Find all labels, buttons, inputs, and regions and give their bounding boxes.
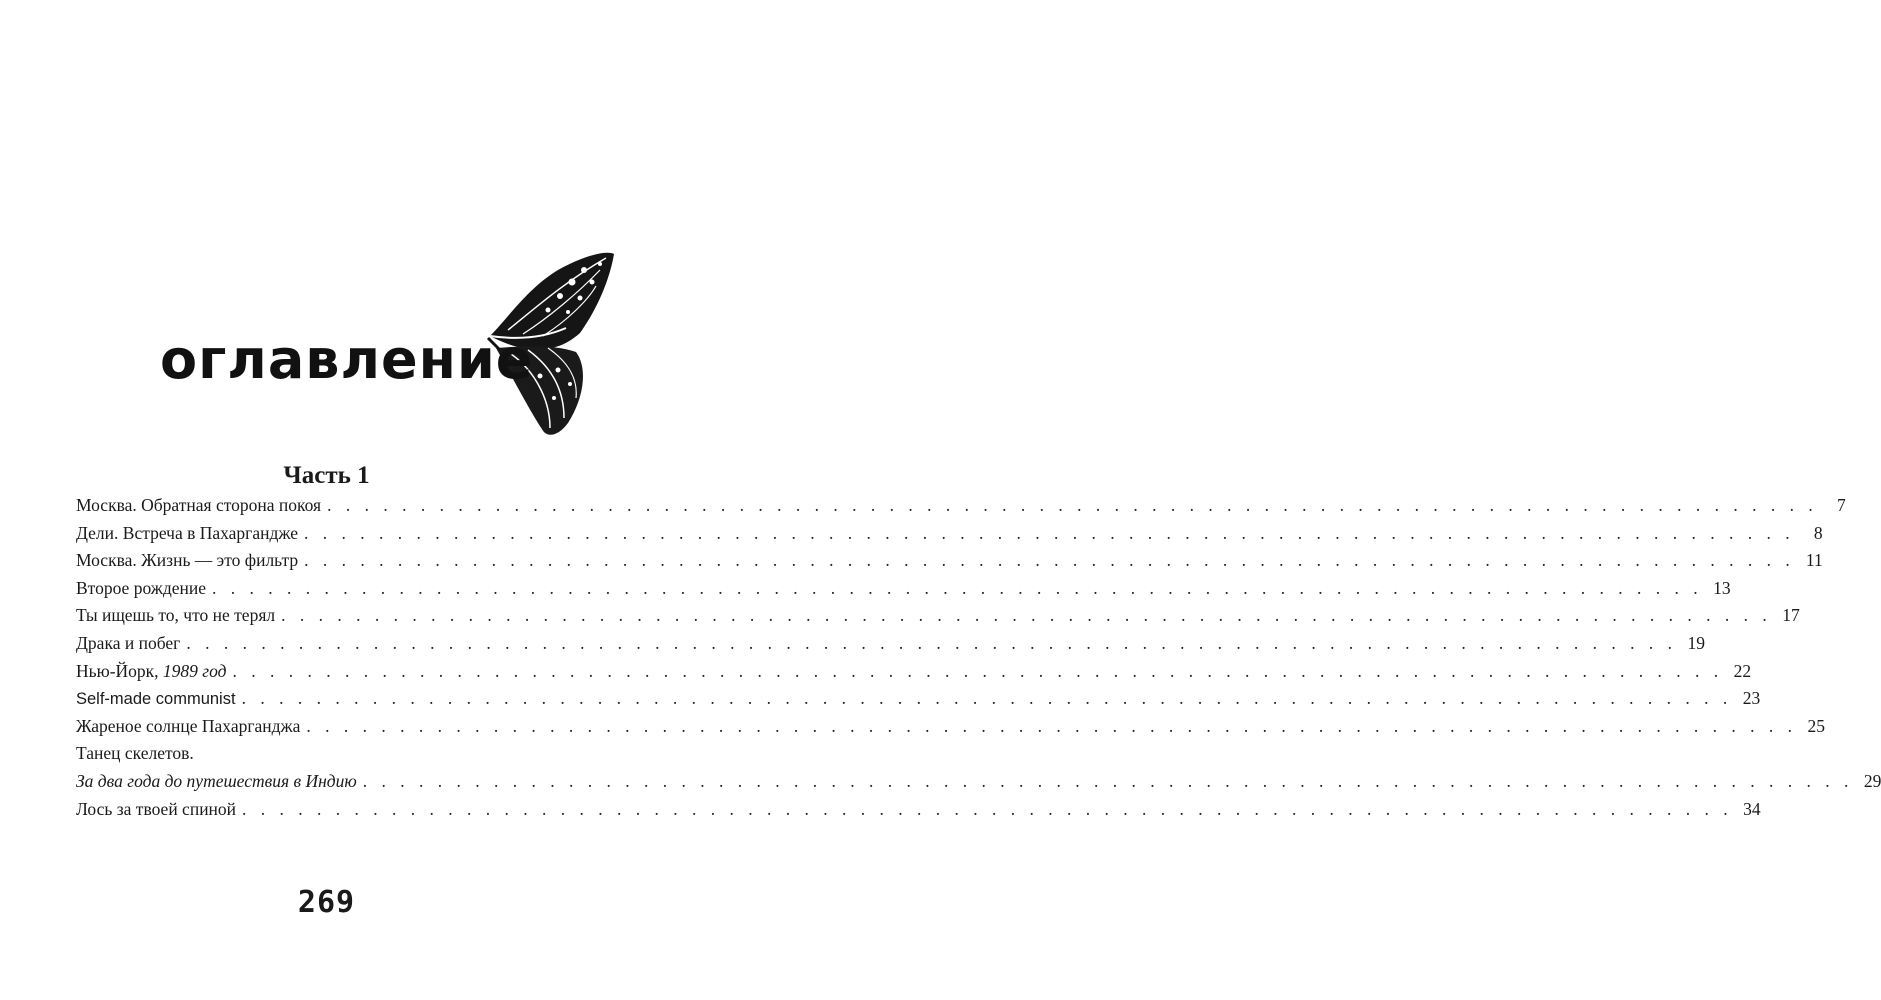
part-heading: Часть 1 [283, 462, 370, 489]
toc-entry[interactable] [76, 796, 1761, 824]
toc-leader-dots: . . . . . . . . . . . . . . . . . . . . . . . . . . . . . . . . . . . . . . . . . . . . . . . . . . . . . . . . . . . . . . . . . . . . . . . . . . . . . . . . [327, 495, 1818, 515]
toc-entry[interactable] [76, 685, 1761, 713]
toc-entry-title: Жареное солнце Пахарганджа [76, 715, 301, 736]
toc-entry[interactable] [76, 740, 572, 768]
toc-entry-title: Нью-Йорк, 1989 год [76, 660, 227, 681]
chapter-heading-block [150, 240, 620, 440]
toc-entry-page: 25 [1807, 715, 1826, 736]
toc-entry-page: 11 [1805, 550, 1823, 571]
toc-entry[interactable] [76, 713, 1826, 741]
toc-entry-title: Лось за твоей спиной [76, 798, 237, 819]
toc-entry-page: 19 [1687, 632, 1705, 653]
toc-entry-page: 23 [1742, 688, 1761, 709]
toc-entry-page: 7 [1836, 495, 1846, 515]
toc-entry-title: Второе рождение [76, 577, 207, 598]
toc-entry[interactable] [76, 768, 1881, 796]
toc-leader-dots: . . . . . . . . . . . . . . . . . . . . . . . . . . . . . . . . . . . . . . . . . . . . . . . . . . . . . . . . . . . . . . . . . . . . . . . . . . . . . . . . [242, 798, 1733, 819]
toc-leader-dots: . . . . . . . . . . . . . . . . . . . . . . . . . . . . . . . . . . . . . . . . . . . . . . . . . . . . . . . . . . . . . . . . . . . . . . . . . . . . . . . . [241, 688, 1733, 709]
toc-leader-dots: . . . . . . . . . . . . . . . . . . . . . . . . . . . . . . . . . . . . . . . . . . . . . . . . . . . . . . . . . . . . . . . . . . . . . . . . . . . . . . . . [362, 770, 1854, 791]
toc-leader-dots: . . . . . . . . . . . . . . . . . . . . . . . . . . . . . . . . . . . . . . . . . . . . . . . . . . . . . . . . . . . . . . . . . . . . . . . . . . . . . . . . [186, 632, 1677, 653]
toc-entry-page: 13 [1713, 577, 1731, 598]
toc-leader-dots: . . . . . . . . . . . . . . . . . . . . . . . . . . . . . . . . . . . . . . . . . . . . . . . . . . . . . . . . . . . . . . . . . . . . . . . . . . . . . . . . [304, 522, 1795, 543]
toc-entry[interactable] [76, 602, 1800, 630]
toc-leader-dots: . . . . . . . . . . . . . . . . . . . . . . . . . . . . . . . . . . . . . . . . . . . . . . . . . . . . . . . . . . . . . . . . . . . . . . . . . . . . . . . . [232, 660, 1724, 681]
toc-entry-page: 22 [1733, 660, 1752, 681]
toc-entry-title: Москва. Обратная сторона покоя [76, 495, 322, 515]
toc-entry-title: Дели. Встреча в Пахаргандже [76, 522, 299, 543]
toc-entry[interactable] [76, 575, 1731, 603]
toc-entry[interactable] [76, 658, 1752, 686]
toc-entry[interactable] [76, 630, 1705, 658]
toc-entry-title: Москва. Жизнь — это фильтр [76, 550, 299, 571]
toc-entry-title: За два года до путешествия в Индию [76, 770, 357, 791]
toc-leader-dots: . . . . . . . . . . . . . . . . . . . . . . . . . . . . . . . . . . . . . . . . . . . . . . . . . . . . . . . . . . . . . . . . . . . . . . . . . . . . . . . . [212, 577, 1703, 598]
toc-entry[interactable] [76, 547, 1823, 575]
toc-entry-page: 8 [1813, 522, 1823, 543]
toc-leader-dots: . . . . . . . . . . . . . . . . . . . . . . . . . . . . . . . . . . . . . . . . . . . . . . . . . . . . . . . . . . . . . . . . . . . . . . . . . . . . . . . . [306, 715, 1798, 736]
toc-entry-title: Танец скелетов. [76, 743, 194, 764]
toc-entry-title: Ты ищешь то, что не терял [76, 605, 276, 626]
toc-entry-page: 29 [1863, 770, 1881, 791]
toc-entry-page: 34 [1743, 798, 1761, 819]
toc-leader-dots: . . . . . . . . . . . . . . . . . . . . . . . . . . . . . . . . . . . . . . . . . . . . . . . . . . . . . . . . . . . . . . . . . . . . . . . . . . . . . . . . [304, 550, 1795, 571]
toc-leader-dots: . . . . . . . . . . . . . . . . . . . . . . . . . . . . . . . . . . . . . . . . . . . . . . . . . . . . . . . . . . . . . . . . . . . . . . . . . . . . . . . . [281, 605, 1772, 626]
toc-entry-page: 17 [1782, 605, 1800, 626]
page-title: оглавление [160, 328, 534, 391]
toc-entry[interactable] [76, 492, 1846, 520]
toc-entry-title: Self-made communist [76, 690, 236, 709]
toc-entry[interactable] [76, 520, 1823, 548]
toc-entry-title: Драка и побег [76, 632, 181, 653]
table-of-contents [76, 492, 1881, 823]
page-number: 269 [297, 885, 356, 920]
